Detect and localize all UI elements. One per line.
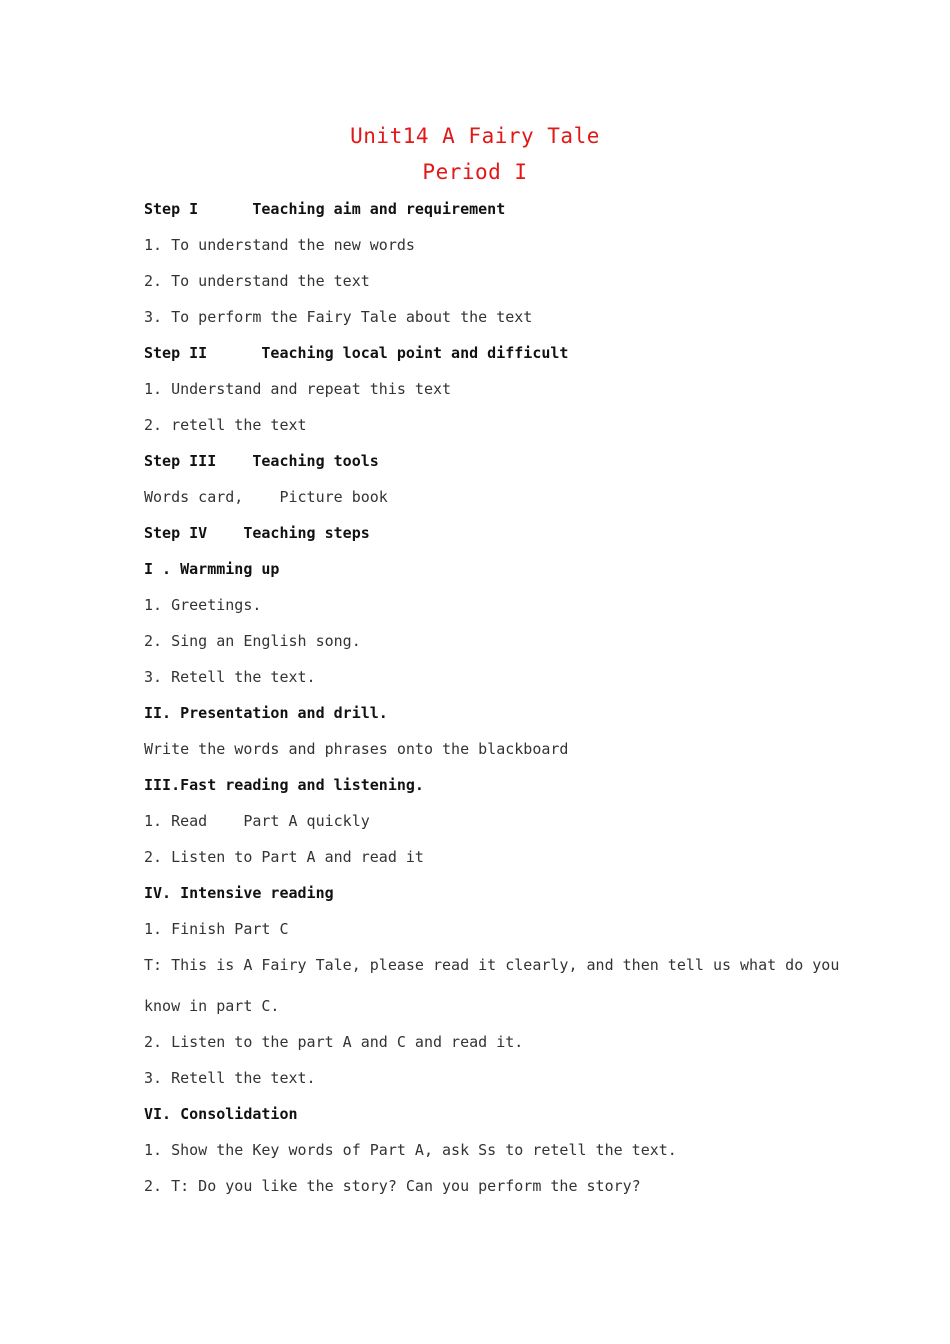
aim-item-3: 3. To perform the Fairy Tale about the text [144, 308, 533, 326]
document-title: Unit14 A Fairy Tale [350, 124, 600, 148]
intensive-teacher-line-cont: know in part C. [144, 997, 280, 1015]
aim-item-2: 2. To understand the text [144, 272, 370, 290]
section-presentation-heading: II. Presentation and drill. [144, 704, 388, 722]
step-4-heading: Step IV Teaching steps [144, 524, 370, 542]
section-intensive-reading-heading: IV. Intensive reading [144, 884, 334, 902]
fast-reading-item-2: 2. Listen to Part A and read it [144, 848, 424, 866]
presentation-item: Write the words and phrases onto the blackboard [144, 740, 569, 758]
tools-line: Words card, Picture book [144, 488, 388, 506]
warmup-item-1: 1. Greetings. [144, 596, 262, 614]
warmup-item-3: 3. Retell the text. [144, 668, 316, 686]
section-fast-reading-heading: III.Fast reading and listening. [144, 776, 424, 794]
step-1-heading: Step I Teaching aim and requirement [144, 200, 506, 218]
fast-reading-item-1: 1. Read Part A quickly [144, 812, 370, 830]
intensive-item-3: 3. Retell the text. [144, 1069, 316, 1087]
intensive-teacher-line: T: This is A Fairy Tale, please read it clearly, and then tell us what do you [144, 956, 840, 974]
document-subtitle: Period I [422, 160, 528, 184]
intensive-item-1: 1. Finish Part C [144, 920, 289, 938]
section-warmup-heading: I . Warmming up [144, 560, 280, 578]
intensive-item-2: 2. Listen to the part A and C and read it. [144, 1033, 524, 1051]
aim-item-1: 1. To understand the new words [144, 236, 415, 254]
section-consolidation-heading: VI. Consolidation [144, 1105, 298, 1123]
step-3-heading: Step III Teaching tools [144, 452, 379, 470]
warmup-item-2: 2. Sing an English song. [144, 632, 361, 650]
consolidation-item-1: 1. Show the Key words of Part A, ask Ss to retell the text. [144, 1141, 677, 1159]
point-item-1: 1. Understand and repeat this text [144, 380, 452, 398]
consolidation-item-2: 2. T: Do you like the story? Can you perform the story? [144, 1177, 641, 1195]
step-2-heading: Step II Teaching local point and difficult [144, 344, 569, 362]
point-item-2: 2. retell the text [144, 416, 307, 434]
